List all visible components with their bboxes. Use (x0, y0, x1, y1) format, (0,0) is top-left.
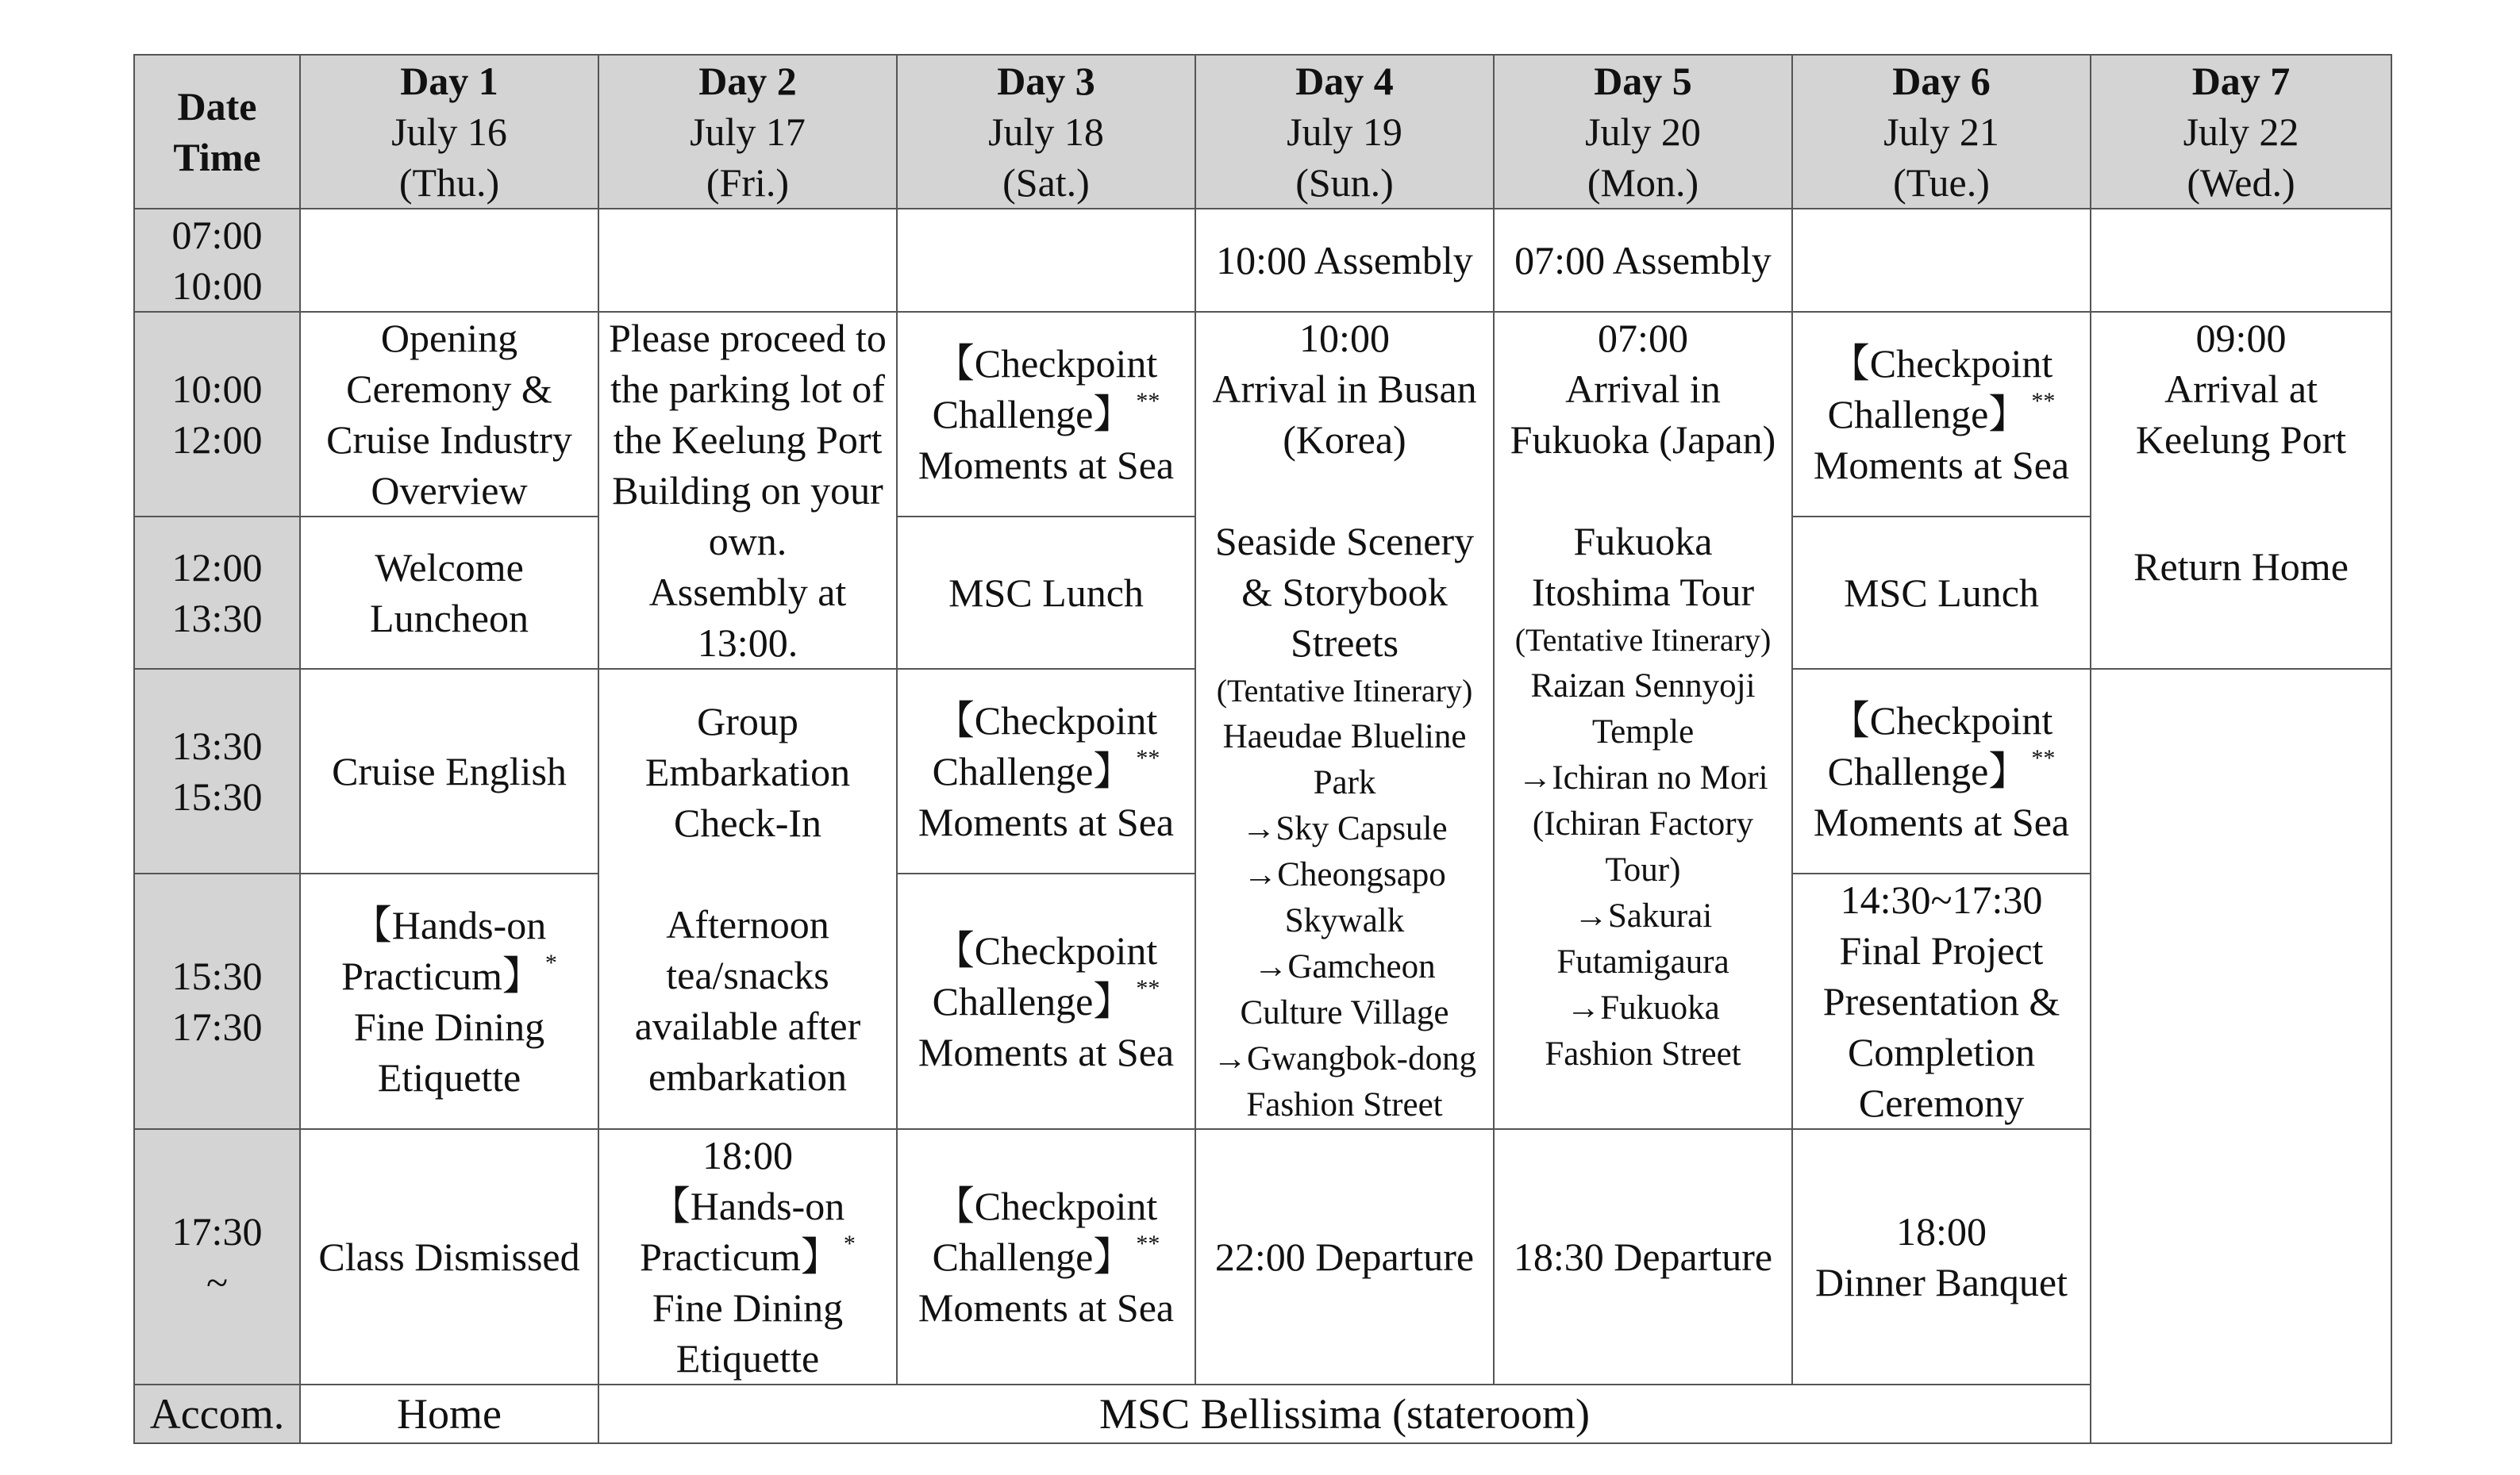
day3-lunch: MSC Lunch (897, 517, 1195, 669)
day-header: Day 5 July 20 (Mon.) (1494, 55, 1792, 209)
schedule-table (133, 54, 2392, 1444)
accommodation-label: Accom. (134, 1385, 300, 1443)
day1-accommodation: Home (300, 1385, 598, 1443)
day6-dinner-banquet: 18:00 Dinner Banquet (1792, 1129, 2091, 1385)
date-time-header: Date Time (134, 55, 300, 209)
day1-opening-ceremony: Opening Ceremony & Cruise Industry Overview (300, 312, 598, 517)
time-row (134, 209, 2391, 312)
day3-checkpoint-challenge: 【Checkpoint Challenge】 ** Moments at Sea (897, 1129, 1195, 1385)
time-slot: 17:30 ~ (134, 1129, 300, 1385)
day1-cruise-english: Cruise English (300, 669, 598, 874)
time-slot: 12:00 13:30 (134, 517, 300, 669)
day4-busan-tour: 10:00 Arrival in Busan (Korea) Seaside Scenery & Storybook Streets (Tentative Itinerary) Haeudae Blueline Park →Sky Capsule →Cheongsapo Skywalk →Gamcheon Culture Village →Gwangbok-dong Fashion Street (1195, 312, 1494, 1129)
time-slot: 10:00 12:00 (134, 312, 300, 517)
day4-departure: 22:00 Departure (1195, 1129, 1494, 1385)
time-row (134, 1129, 2391, 1385)
header-row (134, 55, 2391, 209)
day6-final-project: 14:30~17:30 Final Project Presentation & Completion Ceremony (1792, 874, 2091, 1129)
day6-checkpoint-challenge: 【Checkpoint Challenge】 ** Moments at Sea (1792, 312, 2091, 517)
day3-checkpoint-challenge: 【Checkpoint Challenge】 ** Moments at Sea (897, 669, 1195, 874)
day4-assembly: 10:00 Assembly (1195, 209, 1494, 312)
day7-empty (2091, 669, 2391, 1443)
time-row (134, 312, 2391, 517)
day3-checkpoint-challenge: 【Checkpoint Challenge】 ** Moments at Sea (897, 874, 1195, 1129)
day6-lunch: MSC Lunch (1792, 517, 2091, 669)
day2-handson-practicum: 18:00 【Hands-on Practicum】 * Fine Dining Etiquette (598, 1129, 897, 1385)
accommodation-row (134, 1385, 2391, 1443)
day3-checkpoint-challenge: 【Checkpoint Challenge】 ** Moments at Sea (897, 312, 1195, 517)
time-slot: 15:30 17:30 (134, 874, 300, 1129)
empty-cell (2091, 209, 2391, 312)
empty-cell (598, 209, 897, 312)
day1-handson-practicum: 【Hands-on Practicum】 * Fine Dining Etiquette (300, 874, 598, 1129)
day-header: Day 6 July 21 (Tue.) (1792, 55, 2091, 209)
day5-assembly: 07:00 Assembly (1494, 209, 1792, 312)
day7-arrival-return: 09:00 Arrival at Keelung Port Return Home (2091, 312, 2391, 669)
day5-departure: 18:30 Departure (1494, 1129, 1792, 1385)
day-header: Day 7 July 22 (Wed.) (2091, 55, 2391, 209)
day-header: Day 1 July 16 (Thu.) (300, 55, 598, 209)
empty-cell (1792, 209, 2091, 312)
day-header: Day 2 July 17 (Fri.) (598, 55, 897, 209)
day6-checkpoint-challenge: 【Checkpoint Challenge】 ** Moments at Sea (1792, 669, 2091, 874)
day-header: Day 3 July 18 (Sat.) (897, 55, 1195, 209)
cruise-accommodation: MSC Bellissima (stateroom) (598, 1385, 2091, 1443)
day5-fukuoka-tour: 07:00 Arrival in Fukuoka (Japan) Fukuoka Itoshima Tour (Tentative Itinerary) Raizan Sennyoji Temple →Ichiran no Mori (Ichiran Factory Tour) →Sakurai Futamigaura →Fukuoka Fashion Street (1494, 312, 1792, 1129)
empty-cell (300, 209, 598, 312)
empty-cell (897, 209, 1195, 312)
time-slot: 07:00 10:00 (134, 209, 300, 312)
day-header: Day 4 July 19 (Sun.) (1195, 55, 1494, 209)
day1-welcome-luncheon: Welcome Luncheon (300, 517, 598, 669)
day2-embarkation: Group Embarkation Check-In Afternoon tea/snacks available after embarkation (598, 669, 897, 1129)
day1-class-dismissed: Class Dismissed (300, 1129, 598, 1385)
day2-parking-notice: Please proceed to the parking lot of the Keelung Port Building on your own. Assembly at 13:00. (598, 312, 897, 669)
time-slot: 13:30 15:30 (134, 669, 300, 874)
